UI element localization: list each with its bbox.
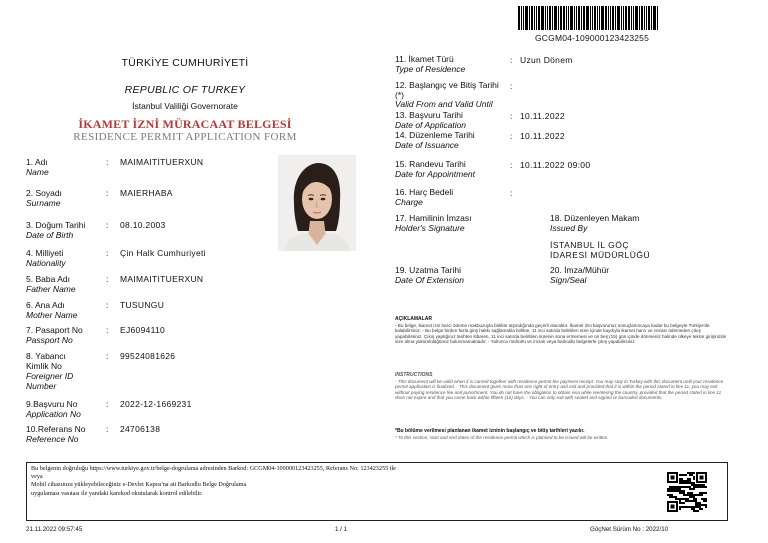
field-label: 15. Randevu Tarihi <box>395 159 466 169</box>
field-application-date <box>395 111 466 130</box>
country-name: TÜRKİYE CUMHURİYETİ <box>121 57 249 69</box>
field-label-en: Charge <box>395 196 423 207</box>
surname-value: MAIERHABA <box>120 188 173 198</box>
colon: : <box>510 160 513 170</box>
reference-no-value: 24706138 <box>120 424 161 434</box>
colon: : <box>510 188 513 198</box>
barcode-bar <box>536 6 537 30</box>
field-label-en: Holder's Signature <box>395 222 465 233</box>
barcode-bar <box>646 6 647 30</box>
footnote-en: * To this section, start and end dates of the residence permit which is planned to be issued will be written. <box>395 434 609 440</box>
field-label: 11. İkamet Türü <box>395 54 454 64</box>
field-label-en: Nationality <box>26 258 66 268</box>
barcode-bar <box>586 6 589 30</box>
colon: : <box>510 55 513 65</box>
barcode-bar <box>525 6 528 30</box>
barcode-bar <box>628 6 630 30</box>
field-date-of-birth <box>26 220 85 240</box>
field-label: 1. Adı <box>26 157 48 167</box>
verification-line: Mobil cihazınıza yükleyebileceğiniz e-Devlet Kapısı'na ait Barkodlu Belge Doğrulama <box>31 481 247 489</box>
application-date-value: 10.11.2022 <box>520 111 565 121</box>
field-label: 17. Hamilinin İmzası <box>395 213 472 223</box>
barcode-bar <box>621 6 622 30</box>
page-number: 1 / 1 <box>335 526 348 533</box>
document-title: İKAMET İZNİ MÜRACAAT BELGESİ <box>78 117 292 131</box>
barcode-bar <box>612 6 614 30</box>
field-sign-seal <box>550 266 609 285</box>
barcode-bar <box>538 6 540 30</box>
barcode-bar <box>623 6 624 30</box>
barcode-bar <box>633 6 634 30</box>
governorate: İstanbul Valiliği Governorate <box>132 101 238 111</box>
field-label-en: Reference No <box>26 434 79 444</box>
barcode-bar <box>599 6 600 30</box>
field-label: 18. Düzenleyen Makam <box>550 213 640 223</box>
barcode-bar <box>657 6 658 30</box>
colon: : <box>106 399 109 409</box>
printed-timestamp: 21.11.2022 09:57:45 <box>26 526 83 533</box>
barcode-bar <box>560 6 562 30</box>
field-issuance-date <box>395 131 475 150</box>
applicant-photo <box>278 155 356 251</box>
footnote-tr: *Bu bölüme verilmesi planlanan ikamet izninin başlangıç ve bitiş tarihleri yazılır. <box>395 428 585 434</box>
field-label-en: Application No <box>26 409 81 419</box>
field-application-no <box>26 399 81 419</box>
barcode <box>518 6 672 30</box>
field-label-en: Foreigner ID Number <box>26 371 74 391</box>
colon: : <box>106 424 109 434</box>
issuance-date-value: 10.11.2022 <box>520 131 565 141</box>
field-label: 19. Uzatma Tarihi <box>395 265 461 275</box>
barcode-bar <box>639 6 640 30</box>
verification-line: uygulaması vasıtası ile yandaki karekod okutularak kontrol edilebilir. <box>31 489 203 497</box>
verification-text <box>31 465 591 498</box>
barcode-bar <box>570 6 573 30</box>
colon: : <box>106 351 109 361</box>
barcode-bar <box>594 6 596 30</box>
field-label-en: Date of Birth <box>26 230 74 240</box>
barcode-bar <box>523 6 524 30</box>
colon: : <box>106 157 109 167</box>
field-label-en: Father Name <box>26 284 76 294</box>
colon: : <box>106 274 109 284</box>
barcode-bar <box>576 6 577 30</box>
field-extension-date <box>395 266 464 285</box>
date-of-birth-value: 08.10.2003 <box>120 220 166 230</box>
barcode-bar <box>615 6 616 30</box>
notes-body-en: - This document will be valid when it is carried together with residence permit fee payment receipt. You may stay in Turkey with this document until your residence permit application is finalized. - This document gives more than one right of entry and exit and provided that it is within the period stated in line 11, you may exit without paying residence fee and punishment. You do not have the obligation to obtain visa while reentering the country, provided that the period stated in line 11 does not expire and that you come back within fifteen (15) days. - You can only exit with sealed and signed or barcoded documents. <box>395 378 724 401</box>
barcode-bar <box>648 6 650 30</box>
field-passport-no <box>26 325 83 345</box>
barcode-bar <box>563 6 565 30</box>
field-label-en: Mother Name <box>26 310 78 320</box>
field-label: 10.Referans No <box>26 424 86 434</box>
barcode-bar <box>605 6 607 30</box>
barcode-bar <box>581 6 582 30</box>
field-label: 4. Milliyeti <box>26 248 64 258</box>
barcode-text: GCGM04-109000123423255 <box>535 33 650 43</box>
barcode-bar <box>554 6 557 30</box>
document-title-en: RESIDENCE PERMIT APPLICATION FORM <box>73 131 297 143</box>
barcode-bar <box>531 6 533 30</box>
barcode-bar <box>651 6 652 30</box>
barcode-bar <box>558 6 559 30</box>
field-label-en: Valid From and Valid Until <box>395 99 493 109</box>
field-label-en: Surname <box>26 198 61 208</box>
barcode-bar <box>578 6 580 30</box>
field-foreigner-id <box>26 351 88 391</box>
field-label: 12. Başlangıç ve Bitiş Tarihi (*) <box>395 80 499 100</box>
colon: : <box>510 81 513 91</box>
barcode-bar <box>545 6 546 30</box>
field-name <box>26 157 49 177</box>
field-label: 13. Başvuru Tarihi <box>395 110 463 120</box>
barcode-bar <box>608 6 609 30</box>
notes-footnote <box>395 428 728 440</box>
notes-en <box>395 372 728 401</box>
father-name-value: MAIMAITITUERXUN <box>120 274 204 284</box>
field-mother-name <box>26 300 78 320</box>
field-label: 7. Pasaport No <box>26 325 83 335</box>
barcode-bar <box>653 6 656 30</box>
field-reference-no <box>26 424 86 444</box>
field-label-en: Passport No <box>26 335 73 345</box>
barcode-bar <box>583 6 585 30</box>
barcode-bar <box>566 6 567 30</box>
field-label: 6. Ana Adı <box>26 300 65 310</box>
field-label-en: Date of Issuance <box>395 139 459 150</box>
field-label-en: Type of Residence <box>395 63 466 74</box>
field-residence-type <box>395 55 465 74</box>
notes-tr <box>395 316 728 345</box>
verification-line: Bu belgenin doğruluğu https://www.turkiye.gov.tr/belge-dogrulama adresinden Barkod: GCGM04-109000123423255, Referans No: 123423255 ile <box>31 465 396 472</box>
field-nationality <box>26 248 66 268</box>
barcode-bar <box>534 6 535 30</box>
passport-no-value: EJ6094110 <box>120 325 166 335</box>
field-label-en: Issued By <box>550 222 588 233</box>
barcode-bar <box>592 6 593 30</box>
field-label: 5. Baba Adı <box>26 274 70 284</box>
notes-body-tr: - Bu belge, ikamet izni harcı ödeme makbuzuyla birlikte taşındığında geçerli olacaktır. İkamet izni başvurunuz sonuçlanıncaya kadar bu belgeyle Türkiye'de kalabilirsiniz. - Bu belge birden fazla giriş hakkı sağlamakla birlikte, 11 inci satırda belirtilen süre içinde kaydıyla ikamet harcı ve cezası ödemeden çıkış yapabilirsiniz. Çıkış yaptığınız tarihten itibaren, 11 inci satırda belirtilen sürenin sona ermemesi ve on beş (15) gün içinde dönmeniz halinde ülkeye tekrar girişinizde vize alma yükümlülüğünüz bulunmamaktadır. - Yalnızca mühürlü ve imzalı veya barkodlu belgelerle çıkış yapabilirsiniz. <box>395 322 727 345</box>
barcode-bar <box>601 6 604 30</box>
issued-by-value: İSTANBUL İL GÖÇ İDARESİ MÜDÜRLÜĞÜ <box>550 240 651 260</box>
residence-type-value: Uzun Dönem <box>520 55 573 65</box>
field-label: 9.Başvuru No <box>26 399 78 409</box>
field-holder-signature <box>395 214 472 233</box>
barcode-bar <box>610 6 611 30</box>
foreigner-id-value: 99524081626 <box>120 351 176 361</box>
barcode-bar <box>518 6 520 30</box>
field-label: 14. Düzenleme Tarihi <box>395 130 475 140</box>
barcode-bar <box>597 6 598 30</box>
colon: : <box>106 188 109 198</box>
field-label-en: Sign/Seal <box>550 274 587 285</box>
country-name-en: REPUBLIC OF TURKEY <box>124 84 246 96</box>
field-label: 2. Soyadı <box>26 188 62 198</box>
nationality-value: Çin Halk Cumhuriyeti <box>120 248 206 258</box>
barcode-bar <box>547 6 548 30</box>
barcode-bar <box>617 6 620 30</box>
notes-heading-tr: AÇIKLAMALAR <box>395 316 432 322</box>
barcode-bar <box>568 6 569 30</box>
colon: : <box>106 325 109 335</box>
colon: : <box>510 111 513 121</box>
mother-name-value: TUSUNGU <box>120 300 165 310</box>
barcode-bar <box>552 6 553 30</box>
field-label: 20. İmza/Mühür <box>550 265 610 275</box>
field-issued-by <box>550 214 639 233</box>
field-label-en: Date Of Extension <box>395 274 464 285</box>
barcode-bar <box>574 6 575 30</box>
field-charge <box>395 188 453 207</box>
field-validity <box>395 81 500 110</box>
colon: : <box>106 220 109 230</box>
name-value: MAIMAITITUERXUN <box>120 157 204 167</box>
barcode-bar <box>635 6 638 30</box>
barcode-bar <box>625 6 627 30</box>
field-label: 8. Yabancı Kimlik No <box>26 351 66 371</box>
field-label: 16. Harç Bedeli <box>395 187 454 197</box>
field-appointment <box>395 160 475 179</box>
field-label-en: Name <box>26 167 49 177</box>
field-label: 3. Doğum Tarihi <box>26 220 86 230</box>
application-no-value: 2022-12-1669231 <box>120 399 192 409</box>
barcode-bar <box>549 6 551 30</box>
verification-line: veya <box>31 473 43 481</box>
field-label-en: Date for Appointment <box>395 168 476 179</box>
qr-code <box>667 472 707 512</box>
barcode-bar <box>631 6 632 30</box>
colon: : <box>106 300 109 310</box>
barcode-bar <box>641 6 643 30</box>
barcode-bar <box>590 6 591 30</box>
system-version: GöçNet Sürüm No : 2022/10 <box>590 526 669 533</box>
barcode-bar <box>529 6 530 30</box>
notes-heading-en: INSTRUCTIONS <box>395 372 433 378</box>
colon: : <box>510 131 513 141</box>
field-father-name <box>26 274 76 294</box>
field-label-en: Date of Application <box>395 119 467 130</box>
field-surname <box>26 188 62 208</box>
colon: : <box>106 248 109 258</box>
barcode-bar <box>541 6 544 30</box>
barcode-bar <box>644 6 645 30</box>
appointment-value: 10.11.2022 09:00 <box>520 160 591 170</box>
barcode-bar <box>521 6 522 30</box>
